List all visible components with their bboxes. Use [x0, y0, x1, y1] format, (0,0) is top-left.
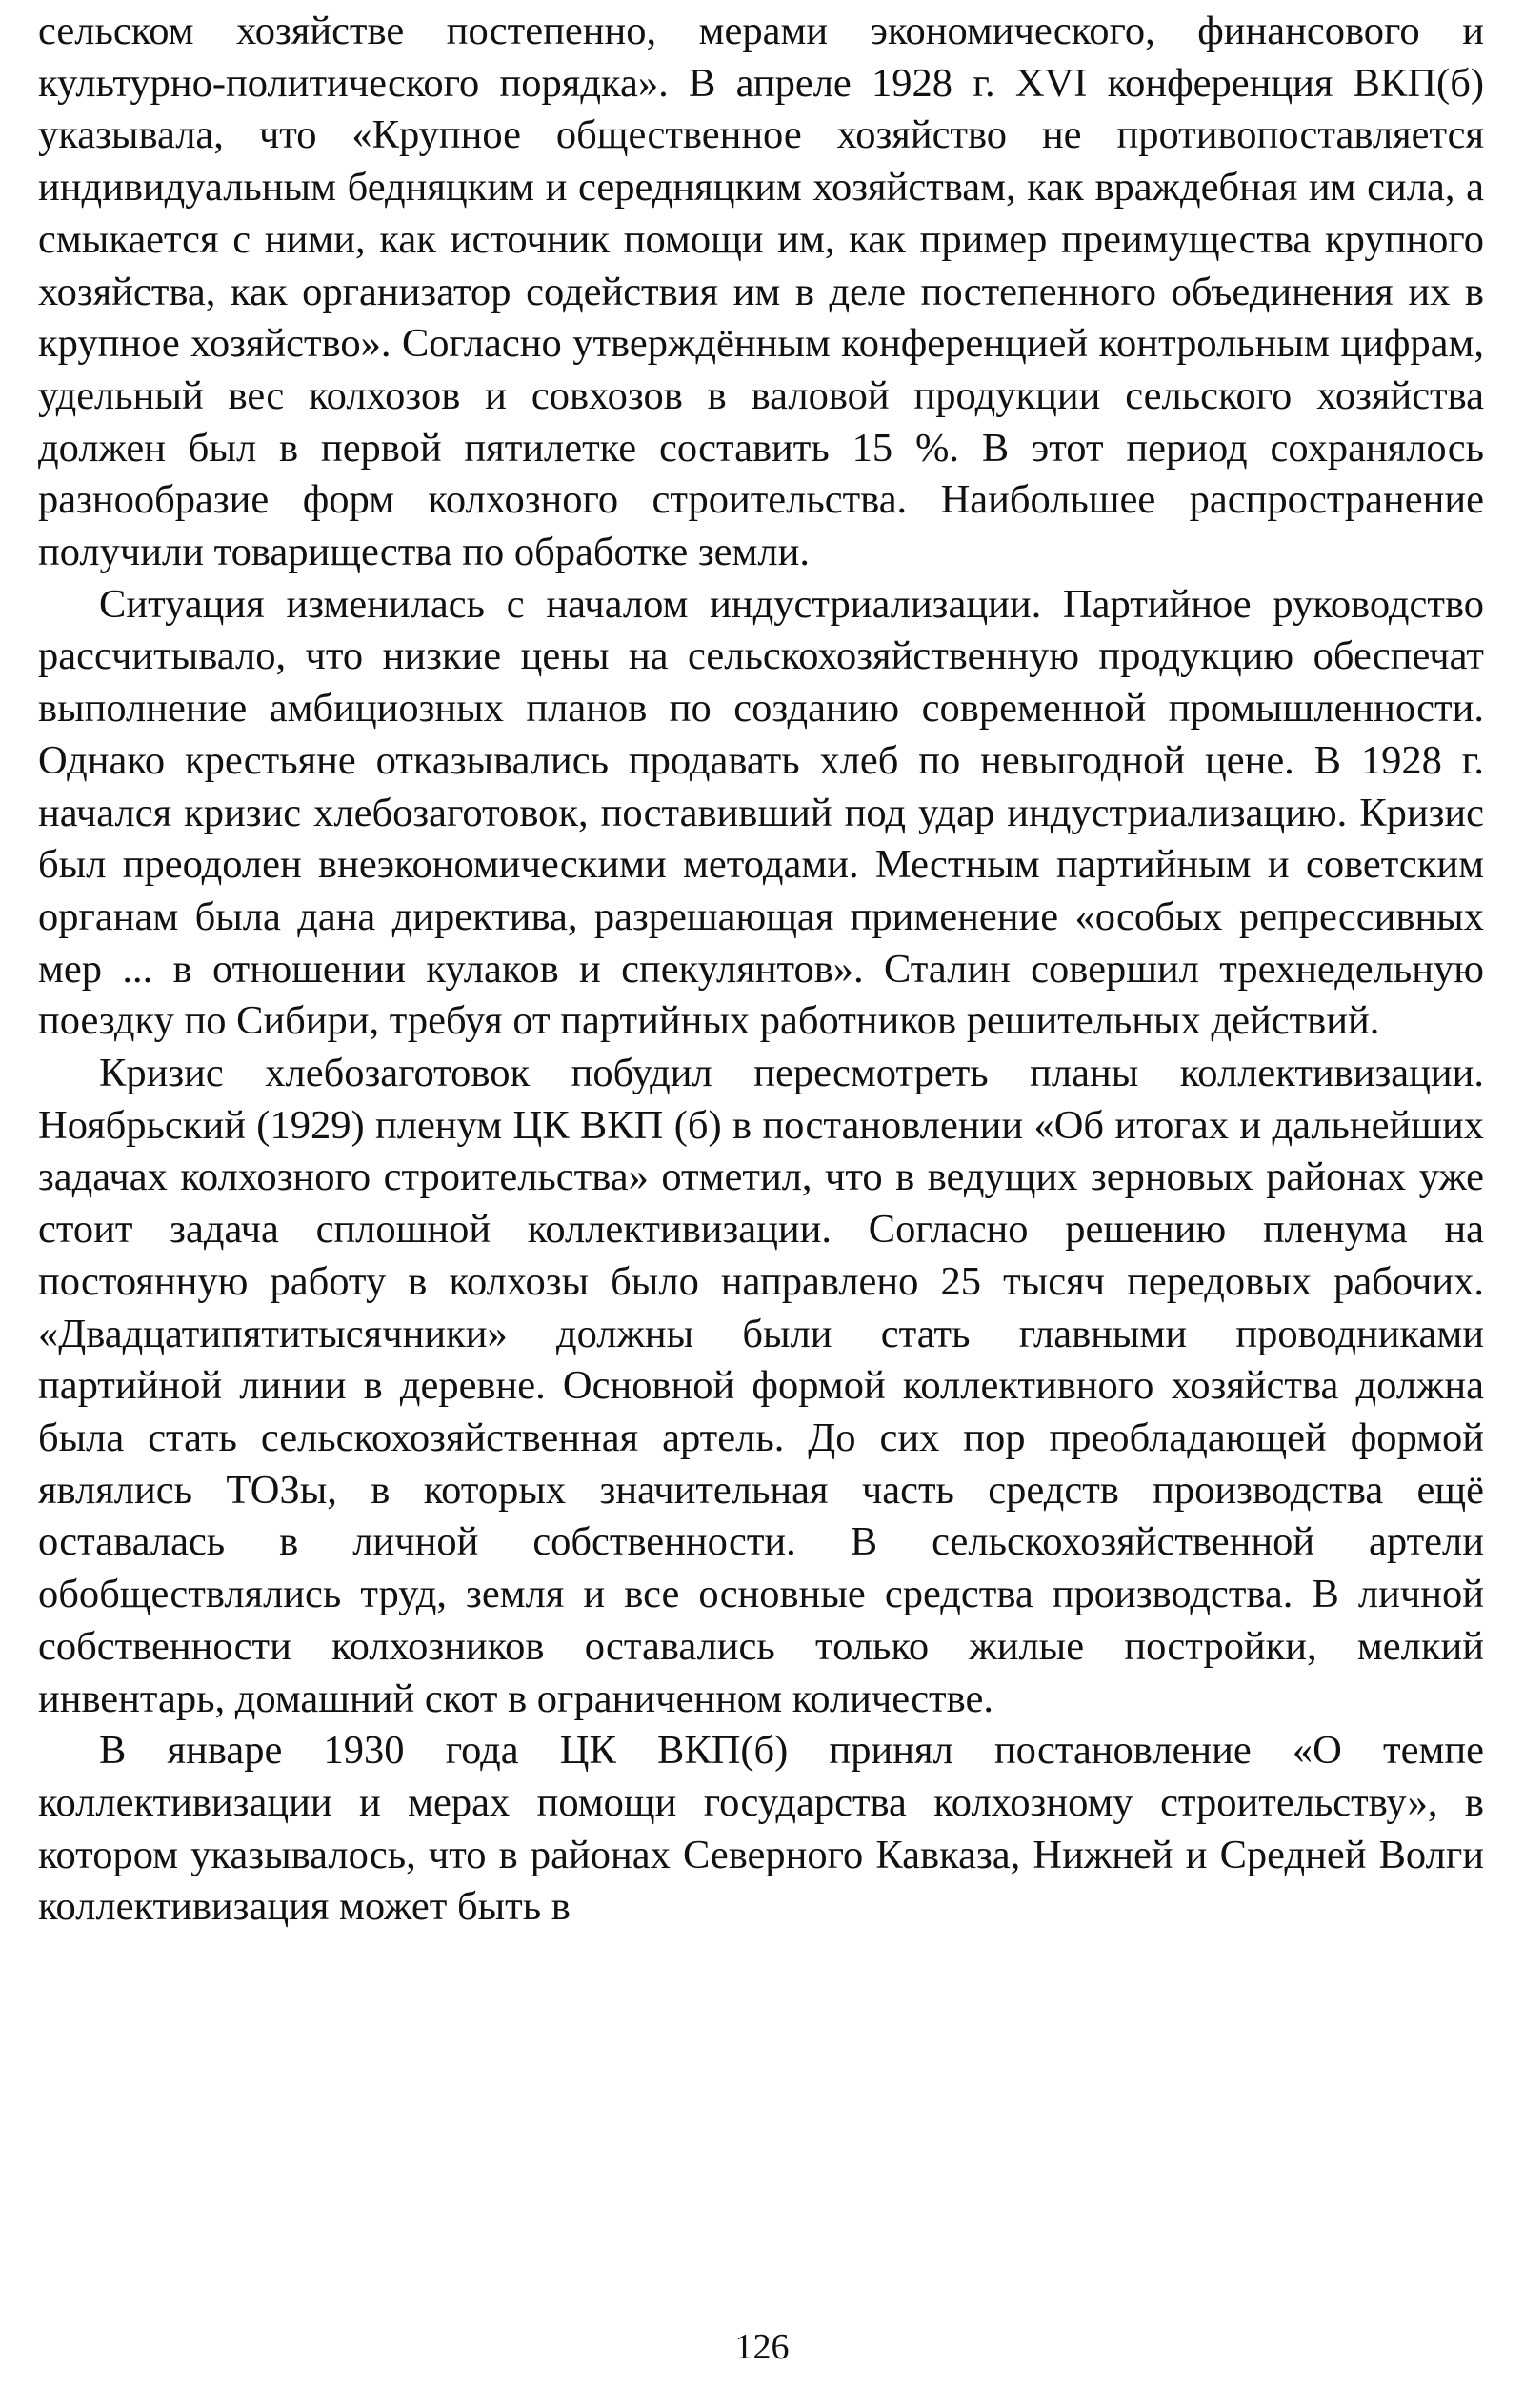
page-body — [38, 6, 1484, 2292]
paragraph-3: Кризис хлебозаготовок побудил пересмотреть планы коллективизации. Ноябрьский (1929) пленум ЦК ВКП (б) в постановлении «Об итогах и дальнейших задачах колхозного строительства» отметил, что в ведущих зерновых районах уже стоит задача сплошной коллективизации. Согласно решению пленума на постоянную работу в колхозы было направлено 25 тысяч передовых рабочих. «Двадцатипятитысячники» должны были стать главными проводниками партийной линии в деревне. Основной формой коллективного хозяйства должна была стать сельскохозяйственная артель. До сих пор преобладающей формой являлись ТОЗы, в которых значительная часть средств производства ещё оставалась в личной собственности. В сельскохозяйственной артели обобществлялись труд, земля и все основные средства производства. В личной собственности колхозников оставались только жилые постройки, мелкий инвентарь, домашний скот в ограниченном количестве. — [38, 1051, 1484, 1721]
page-number: 126 — [734, 2327, 790, 2367]
paragraph-1: сельском хозяйстве постепенно, мерами экономического, финансового и культурно-политического порядка». В апреле 1928 г. XVI конференция ВКП(б) указывала, что «Крупное общественное хозяйство не противопоставляется индивидуальным бедняцким и середняцким хозяйствам, как враждебная им сила, а смыкается с ними, как источник помощи им, как пример преимущества крупного хозяйства, как организатор содействия им в деле постепенного объединения их в крупное хозяйство». Согласно утверждённым конференцией контрольным цифрам, удельный вес колхозов и совхозов в валовой продукции сельского хозяйства должен был в первой пятилетке составить 15 %. В этот период сохранялось разнообразие форм колхозного строительства. Наибольшее распространение получили товарищества по обработке земли. — [38, 9, 1484, 575]
paragraph-4: В январе 1930 года ЦК ВКП(б) принял постановление «О темпе коллективизации и мерах помощи государства колхозному строительству», в котором указывалось, что в районах Северного Кавказа, Нижней и Средней Волги коллективизация может быть в — [38, 1728, 1484, 1930]
paragraph-2: Ситуация изменилась с началом индустриализации. Партийное руководство рассчитывало, что низкие цены на сельскохозяйственную продукцию обеспечат выполнение амбициозных планов по созданию современной промышленности. Однако крестьяне отказывались продавать хлеб по невыгодной цене. В 1928 г. начался кризис хлебозаготовок, поставивший под удар индустриализацию. Кризис был преодолен внеэкономическими методами. Местным партийным и советским органам была дана директива, разрешающая применение «особых репрессивных мер ... в отношении кулаков и спекулянтов». Сталин совершил трехнедельную поездку по Сибири, требуя от партийных работников решительных действий. — [38, 581, 1484, 1044]
